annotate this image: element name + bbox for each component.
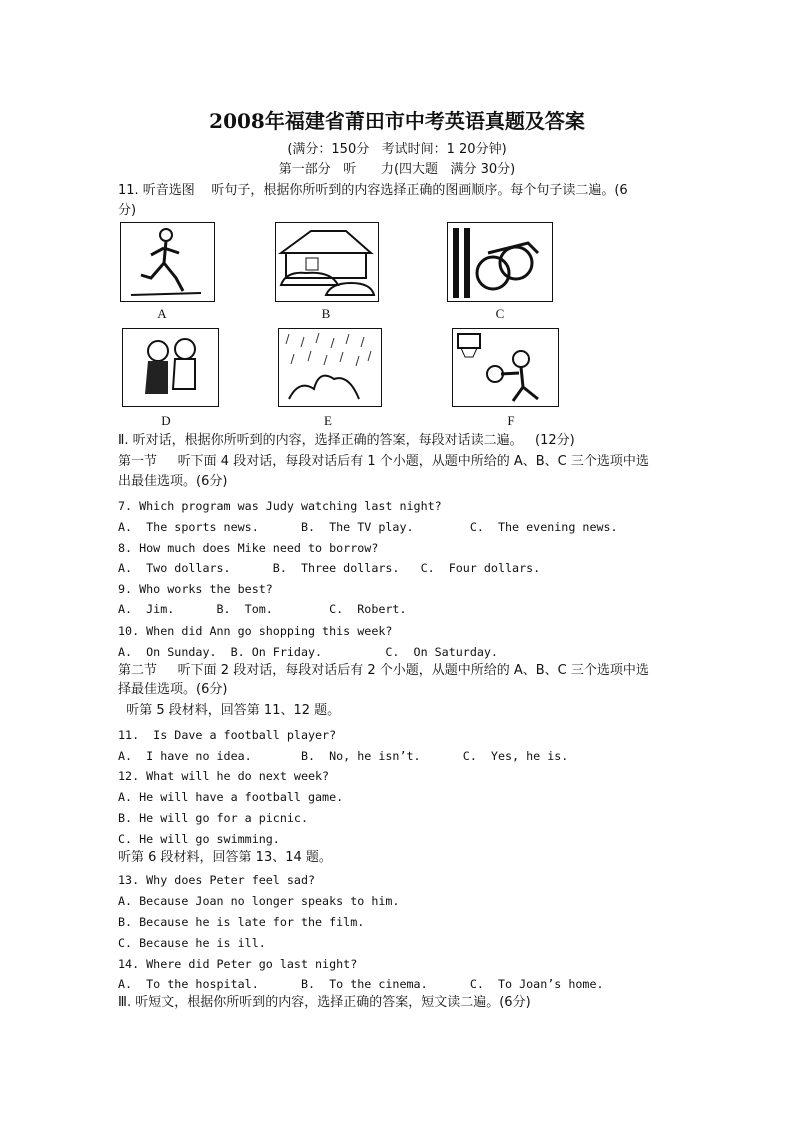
question-13-option-a: A. Because Joan no longer speaks to him.: [118, 894, 400, 908]
question-13-option-b: B. Because he is late for the film.: [118, 915, 365, 929]
section2-part1-instruction-cont: 出最佳选项。(6分): [118, 474, 228, 489]
section2-part1-instruction: 第一节 听下面 4 段对话，每段对话后有 1 个小题，从题中所给的 A、B、C 三个选项中选: [118, 454, 649, 469]
question-13: 13. Why does Peter feel sad?: [118, 873, 316, 887]
question-9-options: A. Jim. B. Tom. C. Robert.: [118, 602, 407, 616]
picture-e-rain: [278, 328, 382, 407]
section2-part2-instruction-cont: 择最佳选项。(6分): [118, 682, 228, 697]
question-11-options: A. I have no idea. B. No, he isn’t. C. Yes, he is.: [118, 749, 569, 763]
picture-d-two-people: [122, 328, 219, 407]
picture-f-basketball: [452, 328, 559, 407]
material-6-note: 听第 6 段材料，回答第 13、14 题。: [118, 850, 332, 865]
question-7-options: A. The sports news. B. The TV play. C. The evening news.: [118, 520, 618, 534]
question-12-option-b: B. He will go for a picnic.: [118, 811, 308, 825]
question-14-options: A. To the hospital. B. To the cinema. C. To Joan’s home.: [118, 977, 604, 991]
question-8: 8. How much does Mike need to borrow?: [118, 541, 379, 555]
picture-label-d: D: [161, 413, 171, 428]
picture-label-f: F: [507, 413, 515, 428]
material-5-note: 听第 5 段材料，回答第 11、12 题。: [118, 703, 341, 718]
section1-instruction-cont: 分): [118, 203, 137, 218]
part-heading: 第一部分 听 力(四大题 满分 30分): [278, 162, 516, 177]
question-10-options: A. On Sunday. B. On Friday. C. On Saturday.: [118, 645, 498, 659]
picture-label-c: C: [495, 306, 505, 321]
question-12: 12. What will he do next week?: [118, 769, 330, 783]
section2-heading: Ⅱ. 听对话，根据你所听到的内容，选择正确的答案，每段对话读二遍。 (12分): [118, 433, 575, 448]
picture-label-e: E: [324, 413, 332, 428]
question-12-option-a: A. He will have a football game.: [118, 790, 344, 804]
picture-c-bicycles: [447, 222, 553, 302]
picture-label-b: B: [321, 306, 331, 321]
question-7: 7. Which program was Judy watching last night?: [118, 499, 442, 513]
picture-b-house-cars: [275, 222, 379, 302]
picture-label-a: A: [157, 306, 167, 321]
section1-instruction: 11. 听音选图 听句子，根据你所听到的内容选择正确的图画顺序。每个句子读二遍。(6: [118, 183, 628, 198]
question-11: 11. Is Dave a football player?: [118, 728, 337, 742]
question-10: 10. When did Ann go shopping this week?: [118, 624, 393, 638]
exam-info: (满分：150分 考试时间：1 20分钟): [287, 142, 507, 157]
question-14: 14. Where did Peter go last night?: [118, 957, 358, 971]
question-13-option-c: C. Because he is ill.: [118, 936, 266, 950]
picture-a-running-boy: [120, 222, 215, 302]
section3-heading: Ⅲ. 听短文，根据你所听到的内容，选择正确的答案，短文读二遍。(6分): [118, 995, 531, 1010]
question-9: 9. Who works the best?: [118, 582, 273, 596]
question-8-options: A. Two dollars. B. Three dollars. C. Four dollars.: [118, 561, 541, 575]
question-12-option-c: C. He will go swimming.: [118, 832, 280, 846]
section2-part2-instruction: 第二节 听下面 2 段对话，每段对话后有 2 个小题，从题中所给的 A、B、C 三个选项中选: [118, 663, 649, 678]
page-title: 2008年福建省莆田市中考英语真题及答案: [209, 109, 585, 133]
